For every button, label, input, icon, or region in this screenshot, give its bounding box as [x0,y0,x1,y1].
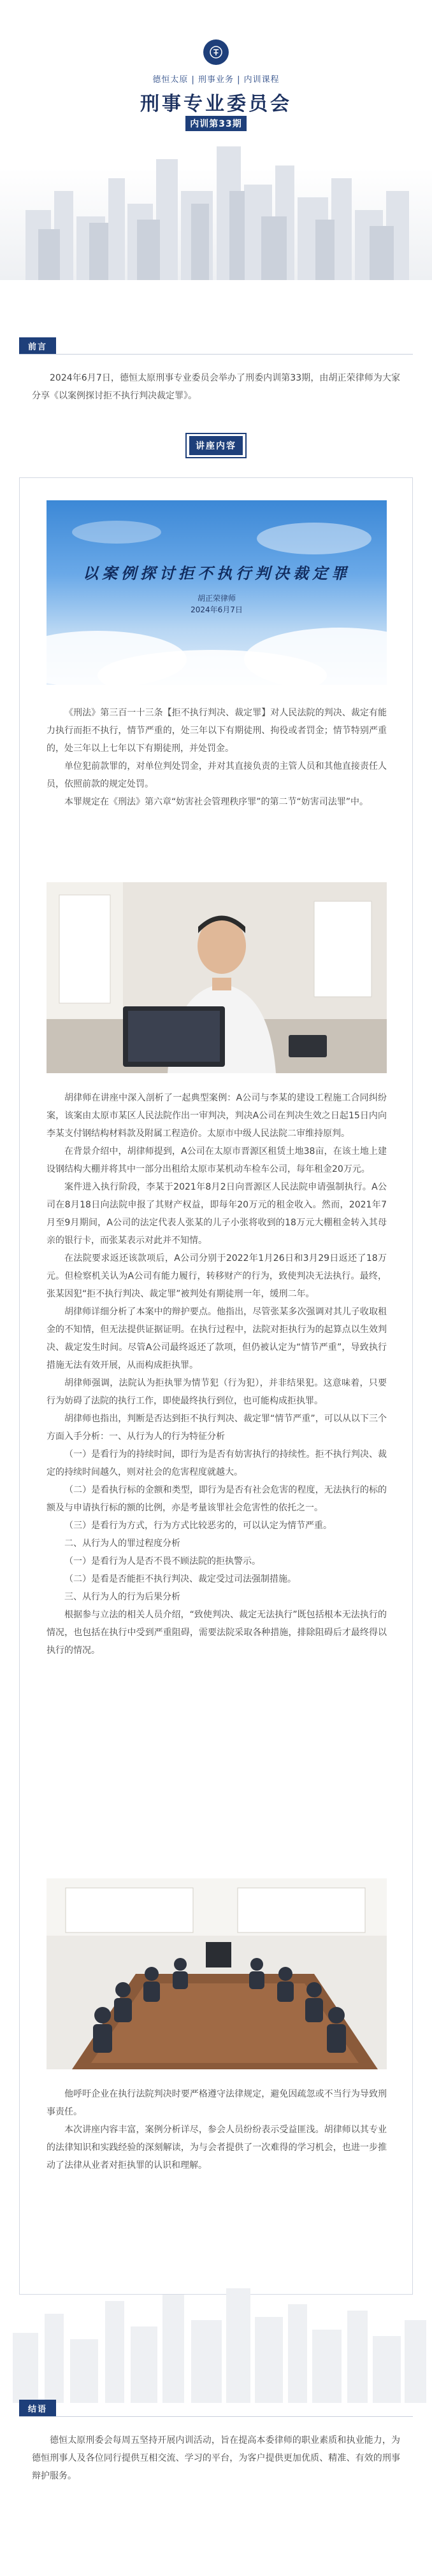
body-paragraph: 案件进入执行阶段，李某于2021年8月2日向晋源区人民法院申请强制执行。A公司在8月18日向法院申报了其财产权益，即每年20万元的租金收入。然而，2021年7月至9月期间，A公司的法定代表人张某的儿子小张将收到的18万元大棚租金转入其母亲的银行卡，而张某表示对此并不知情。 [47,1182,387,1246]
body-paragraph: （三）是看行为方式，行为方式比较恶劣的，可以认定为情节严重。 [64,1521,332,1531]
statute-text-block [47,704,387,811]
page-title: 刑事专业委员会 [140,93,292,115]
preface-text: 2024年6月7日，德恒太原刑事专业委员会举办了刑委内训第33期，由胡正荣律师为大家分享《以案例探讨拒不执行判决裁定罪》。 [32,373,400,401]
lecture-title-slide [47,500,387,685]
slide-date: 2024年6月7日 [191,605,243,614]
slide-title: 以案例探讨拒不执行判决裁定罪 [83,564,350,582]
conclusion-tag: 结语 [19,2400,56,2416]
body-paragraph: 二、从行为人的罪过程度分析 [64,1538,180,1549]
body-paragraph: 本次讲座内容丰富，案例分析详尽，参会人员纷纷表示受益匪浅。胡律师以其专业的法律知识和实践经验的深刻解读，为与会者提供了一次难得的学习机会，也进一步推动了法律从业者对拒执罪的认识和理解。 [47,2125,387,2171]
lecturer-photo [47,882,387,1073]
body-paragraph: 根据参与立法的相关人员介绍，“致使判决、裁定无法执行”既包括根本无法执行的情况，也包括在执行中受到严重阻碍，需要法院采取各种措施，排除阻碍后才最终得以执行的情况。 [47,1610,387,1656]
preface-tag: 前言 [19,337,56,354]
slide-presenter: 胡正荣律师 [197,594,236,603]
body-paragraph: 胡律师也指出，判断是否达到拒不执行判决、裁定罪“情节严重”，可以从以下三个方面入手分析：一、从行为人的行为特征分析 [47,1414,387,1442]
session-badge: 内训第33期 [185,116,247,131]
closing-text-block [47,2085,387,2174]
body-paragraph: 本罪规定在《刑法》第六章“妨害社会管理秩序罪”的第二节“妨害司法罪”中。 [64,797,369,807]
case-analysis-text-block [47,1089,387,1659]
body-paragraph: 胡律师强调，法院认为拒执罪为情节犯（行为犯），并非结果犯。这意味着，只要行为妨碍了法院的执行工作，即使最终执行到位，也可能构成拒执罪。 [47,1378,387,1406]
body-paragraph: 胡律师在讲座中深入剖析了一起典型案例：A公司与李某的建设工程施工合同纠纷案，该案由太原市某区人民法院作出一审判决，判决A公司在判决生效之日起15日内向李某支付钢结构材料款及附属工程造价。太原市中级人民法院二审维持原判。 [47,1093,387,1139]
header-banner [0,0,432,280]
body-paragraph: （二）是看是否能拒不执行判决、裁定受过司法强制措施。 [64,1574,296,1584]
meeting-room-photo [47,1878,387,2069]
body-paragraph: （一）是看行为的持续时间，即行为是否有妨害执行的持续性。拒不执行判决、裁定的持续时间越久，则对社会的危害程度就越大。 [47,1449,387,1477]
body-paragraph: 单位犯前款罪的，对单位判处罚金，并对其直接负责的主管人员和其他直接责任人员，依照前款的规定处罚。 [47,761,387,789]
footer-skyline-graphic [0,2256,432,2403]
body-paragraph: 《刑法》第三百一十三条【拒不执行判决、裁定罪】对人民法院的判决、裁定有能力执行而拒不执行，情节严重的，处三年以下有期徒刑、拘役或者罚金；情节特别严重的，处三年以上七年以下有期徒刑，并处罚金。 [47,708,387,754]
preface-divider [19,354,413,355]
body-paragraph: 胡律师详细分析了本案中的辩护要点。他指出，尽管张某多次强调对其儿子收取租金的不知情，但无法提供证据证明。在执行过程中，法院对拒执行为的起算点以生效判决、裁定发生时间。尽管A公司最终返还了款项，但仍被认定为“情节严重”，导致执行措施无法有效开展，从而构成拒执罪。 [47,1307,387,1370]
dehong-logo-icon [203,39,229,65]
body-paragraph: 在法院要求返还该款项后，A公司分别于2022年1月26日和3月29日返还了18万元。但检察机关认为A公司有能力履行，转移财产的行为，致使判决无法执行。最终，张某因犯“拒不执行判决、裁定罪”被判处有期徒刑一年，缓刑二年。 [47,1253,387,1299]
body-paragraph: （二）是看执行标的金额和类型，即行为是否有社会危害的程度，无法执行的标的额及与申请执行标的额的比例，亦是考量该罪社会危害性的依托之一。 [47,1485,387,1513]
org-line: 德恒太原 | 刑事业务 | 内训课程 [152,75,280,85]
body-paragraph: 他呼吁企业在执行法院判决时要严格遵守法律规定，避免因疏忽或不当行为导致刑事责任。 [47,2089,387,2117]
body-paragraph: 三、从行为人的行为后果分析 [64,1592,180,1602]
body-paragraph: 在背景介绍中，胡律师提到，A公司在太原市晋源区租赁土地38亩，在该土地上建设钢结构大棚并将其中一部分出租给太原市某机动车检车公司，每年租金20万元。 [47,1146,387,1174]
lecture-content-chip [185,433,247,458]
conclusion-text: 德恒太原刑委会每周五坚持开展内训活动，旨在提高本委律师的职业素质和执业能力，为德恒刑事人及各位同行提供互相交流、学习的平台，为客户提供更加优质、精准、有效的刑事辩护服务。 [32,2435,400,2481]
conclusion-divider [19,2416,413,2417]
lecture-card [19,477,413,2295]
body-paragraph: （一）是看行为人是否不畏不顾法院的拒执警示。 [64,1556,261,1566]
lecture-content-label: 讲座内容 [189,436,243,455]
slide-presenter-info [47,593,387,616]
